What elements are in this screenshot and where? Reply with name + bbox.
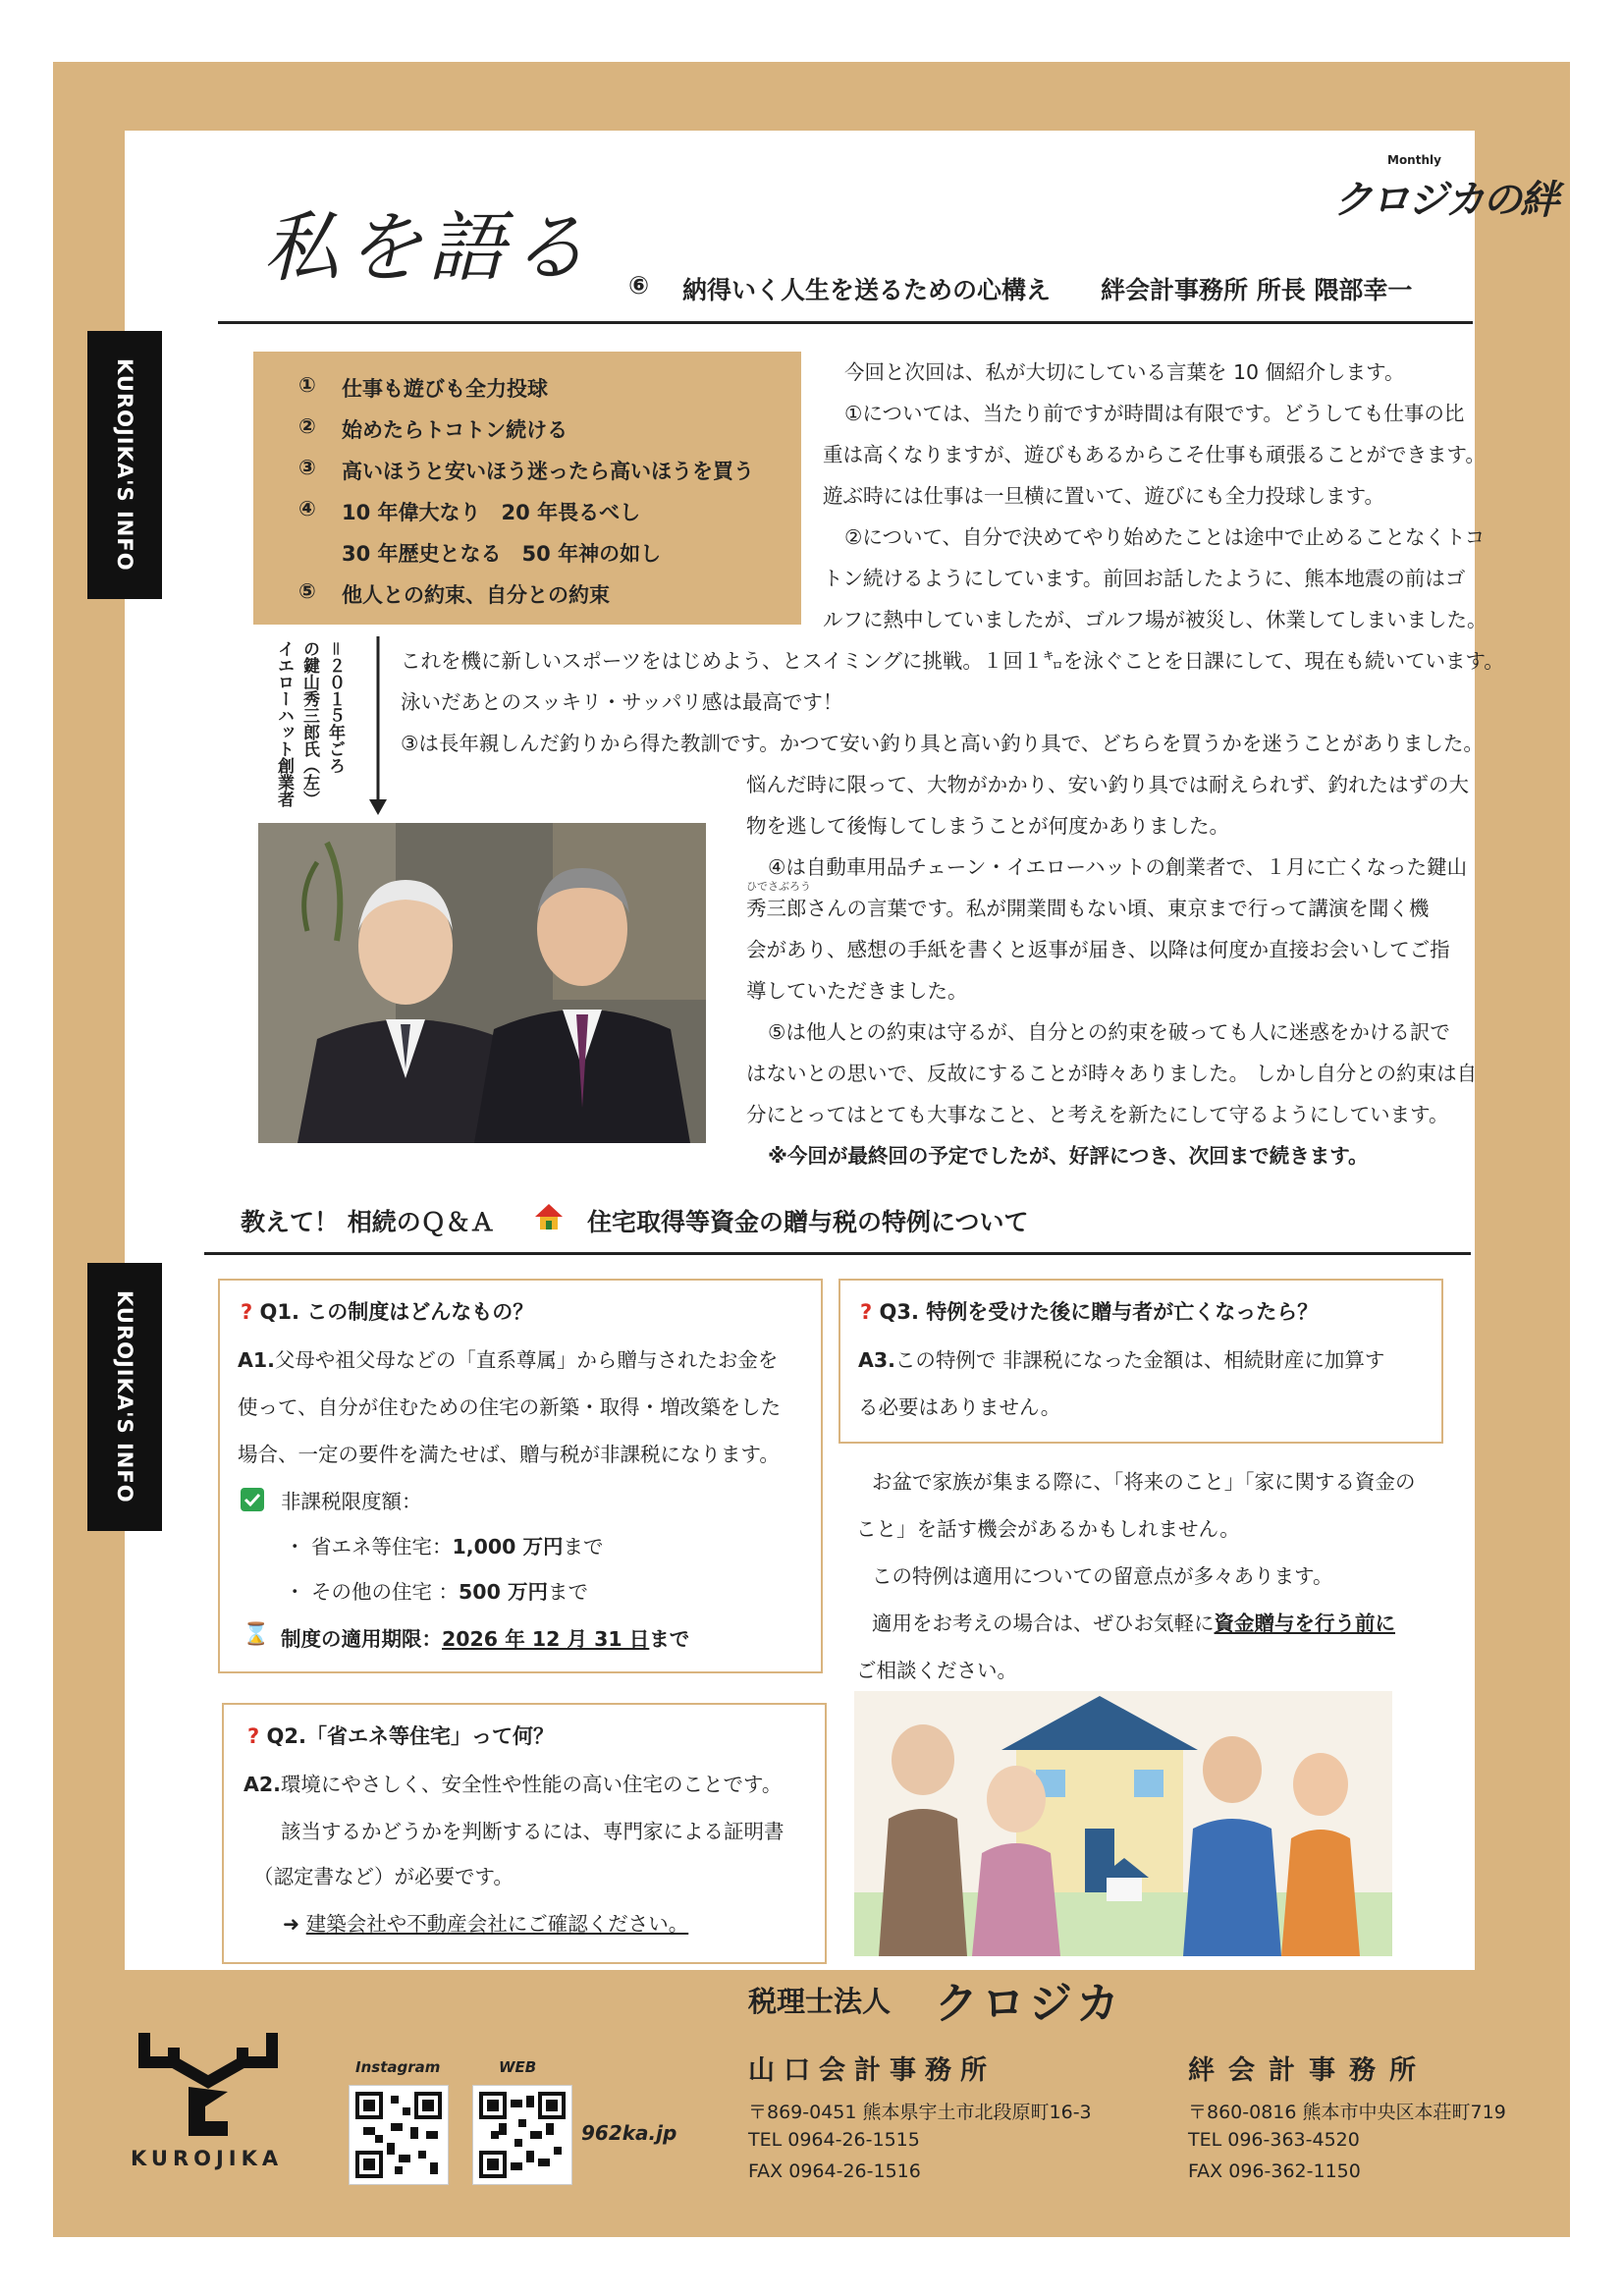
advice-line: ご相談ください。 (856, 1659, 1017, 1682)
article-line: 物を逃して後悔してしまうことが何度かありました。 (746, 814, 1229, 838)
article-line: 今回と次回は、私が大切にしている言葉を 10 個紹介します。 (844, 360, 1405, 384)
house-icon (533, 1202, 565, 1231)
web-label: WEB (499, 2058, 537, 2076)
header-rule (218, 321, 1473, 324)
firm-prefix: 税理士法人 (748, 1985, 892, 2018)
logo-monthly: Monthly (1387, 153, 1441, 167)
a2-line: A2.環境にやさしく、安全性や性能の高い住宅のことです。 (243, 1773, 783, 1796)
qa-topic: 住宅取得等資金の贈与税の特例について (587, 1208, 1029, 1236)
caption-arrow-icon (366, 636, 390, 817)
limit-item-other: ・ その他の住宅 ：500 万円まで (285, 1580, 588, 1604)
a1-line: A1.父母や祖父母などの「直系尊属」から贈与されたお金を (238, 1348, 779, 1372)
advice-line: お盆で家族が集まる際に、「将来のこと」「家に関する資金の (872, 1470, 1416, 1494)
a2-line: （認定書など）が必要です。 (253, 1865, 514, 1888)
firm-name: クロジカ (935, 1979, 1123, 2029)
kurojika-logo-icon (135, 2023, 282, 2141)
article-line: ③は長年親しんだ釣りから得た教訓です。かつて安い釣り具と高い釣り具で、どちらを買うかを迷うことがありました。 (401, 732, 1484, 755)
period-line: 制度の適用期限：2026 年 12 月 31 日まで (281, 1627, 690, 1651)
confirm-link-row (283, 1907, 688, 1937)
q3-title: ? Q3. 特例を受けた後に贈与者が亡くなったら？ (860, 1300, 1319, 1324)
a1-line: 場合、一定の要件を満たせば、贈与税が非課税になります。 (238, 1443, 780, 1466)
saying-item: 30 年歴史となる 50 年神の如し (342, 542, 662, 566)
question-mark-icon: ? (247, 1724, 260, 1748)
web-qr-icon[interactable] (473, 2086, 571, 2184)
column-author: 絆会計事務所 所長 隈部幸一 (1101, 276, 1413, 304)
saying-item: ① 仕事も遊びも全力投球 (298, 373, 548, 401)
office1-address: 〒869-0451 熊本県宇土市北段原町16-3 (748, 2102, 1092, 2123)
confirm-link[interactable]: 建築会社や不動産会社にご確認ください。 (305, 1912, 689, 1936)
column-title: 私を語る (263, 204, 594, 293)
article-line: ①については、当たり前ですが時間は有限です。どうしても仕事の比 (844, 402, 1465, 425)
article-line: 導していただきました。 (746, 979, 968, 1003)
q1-title: ? Q1. この制度はどんなもの？ (241, 1300, 534, 1324)
column-number: ⑥ (628, 271, 650, 300)
office2-fax: FAX 096-362-1150 (1188, 2160, 1361, 2182)
article-line: 会があり、感想の手紙を書くと返事が届き、以降は何度か直接お会いしてご指 (746, 938, 1450, 961)
article-line: ルフに熱中していましたが、ゴルフ場が被災し、休業してしまいました。 (823, 608, 1488, 631)
a1-line: 使って、自分が住むための住宅の新築・取得・増改築をした (238, 1395, 782, 1419)
limit-label: 非課税限度額： (281, 1490, 422, 1513)
saying-item: ③ 高いほうと安いほう迷ったら高いほうを買う (298, 456, 754, 483)
article-note: ※今回が最終回の予定でしたが、好評につき、次回まで続きます。 (768, 1144, 1369, 1168)
website-url[interactable]: 962ka.jp (581, 2121, 677, 2145)
newsletter-logo: クロジカの絆 (1333, 177, 1557, 223)
article-line: これを機に新しいスポーツをはじめよう、とスイミングに挑戦。１回１㌔を泳ぐことを日課にして、現在も続いています。 (401, 649, 1504, 673)
ruby-annotation: ひでさぶろう (746, 880, 811, 893)
saying-item: ⑤ 他人との約束、自分との約束 (298, 579, 610, 607)
hourglass-icon: ⌛ (243, 1622, 270, 1647)
instagram-qr-icon[interactable] (350, 2086, 448, 2184)
saying-item: ④ 10 年偉大なり 20 年畏るべし (298, 497, 641, 524)
office1-name: 山口会計事務所 (748, 2055, 996, 2086)
footer-brand: KUROJIKA (131, 2147, 284, 2170)
q1-box (218, 1279, 823, 1673)
article-line: 悩んだ時に限って、大物がかかり、安い釣り具では耐えられず、釣れたはずの大 (746, 773, 1469, 796)
photo-caption: ＝２０１５年ごろ の鍵山秀三郎氏（左） イエローハット創業者 (274, 640, 345, 807)
office2-tel: TEL 096-363-4520 (1188, 2129, 1360, 2151)
advice-line: 適用をお考えの場合は、ぜひお気軽に資金贈与を行う前に (872, 1612, 1395, 1635)
article-line: 秀三郎さんの言葉です。私が開業間もない頃、東京まで行って講演を聞く機 (746, 897, 1430, 920)
office1-fax: FAX 0964-26-1516 (748, 2160, 921, 2182)
advice-line: この特例は適用についての留意点が多々あります。 (872, 1564, 1333, 1588)
article-line: ②について、自分で決めてやり始めたことは途中で止めることなくトコ (844, 525, 1486, 549)
advice-line: こと」を話す機会があるかもしれません。 (856, 1517, 1240, 1541)
arrow-right-icon: ➜ (283, 1912, 300, 1936)
q2-title: ? Q2.「省エネ等住宅」って何？ (247, 1724, 554, 1748)
article-line: はないとの思いで、反故にすることが時々ありました。 しかし自分との約束は自 (746, 1062, 1478, 1085)
saying-item: ② 始めたらトコトン続ける (298, 414, 568, 442)
article-line: 遊ぶ時には仕事は一旦横に置いて、遊びにも全力投球します。 (823, 484, 1384, 508)
article-line: 泳いだあとのスッキリ・サッパリ感は最高です！ (401, 690, 843, 714)
qa-heading: 教えて！ 相続のＱ＆Ａ (241, 1208, 495, 1236)
a3-line: る必要はありません。 (858, 1395, 1061, 1419)
two-men-photo-illustration (258, 823, 706, 1143)
instagram-label: Instagram (355, 2058, 441, 2076)
article-line: 重は高くなりますが、遊びもあるからこそ仕事も頑張ることができます。 (823, 443, 1486, 466)
check-icon (240, 1487, 265, 1512)
sayings-box (253, 352, 801, 625)
qa-rule (204, 1252, 1471, 1255)
office1-tel: TEL 0964-26-1515 (748, 2129, 920, 2151)
limit-item-eco: ・ 省エネ等住宅：1,000 万円まで (285, 1535, 604, 1558)
family-house-illustration (854, 1691, 1392, 1956)
office2-address: 〒860-0816 熊本市中央区本荘町719 (1188, 2102, 1506, 2123)
a2-line: 該当するかどうかを判断するには、専門家による証明書 (281, 1820, 784, 1843)
side-tab-top: KUROJIKA'S INFO (87, 331, 162, 599)
a3-line: A3.この特例で 非課税になった金額は、相続財産に加算す (858, 1348, 1385, 1372)
founder-photo (258, 823, 706, 1143)
article-line: トン続けるようにしています。前回お話したように、熊本地震の前はゴ (823, 567, 1466, 590)
question-mark-icon: ? (860, 1300, 873, 1324)
article-line: 分にとってはとても大事なこと、と考えを新たにして守るようにしています。 (746, 1103, 1449, 1126)
column-subtitle: 納得いく人生を送るための心構え (682, 276, 1052, 304)
question-mark-icon: ? (241, 1300, 253, 1324)
side-tab-bottom: KUROJIKA'S INFO (87, 1263, 162, 1531)
article-line: ⑤は他人との約束は守るが、自分との約束を破っても人に迷惑をかける訳で (768, 1020, 1450, 1044)
office2-name: 絆会計事務所 (1188, 2055, 1430, 2086)
article-line: ④は自動車用品チェーン・イエローハットの創業者で、１月に亡くなった鍵山 (768, 855, 1468, 879)
